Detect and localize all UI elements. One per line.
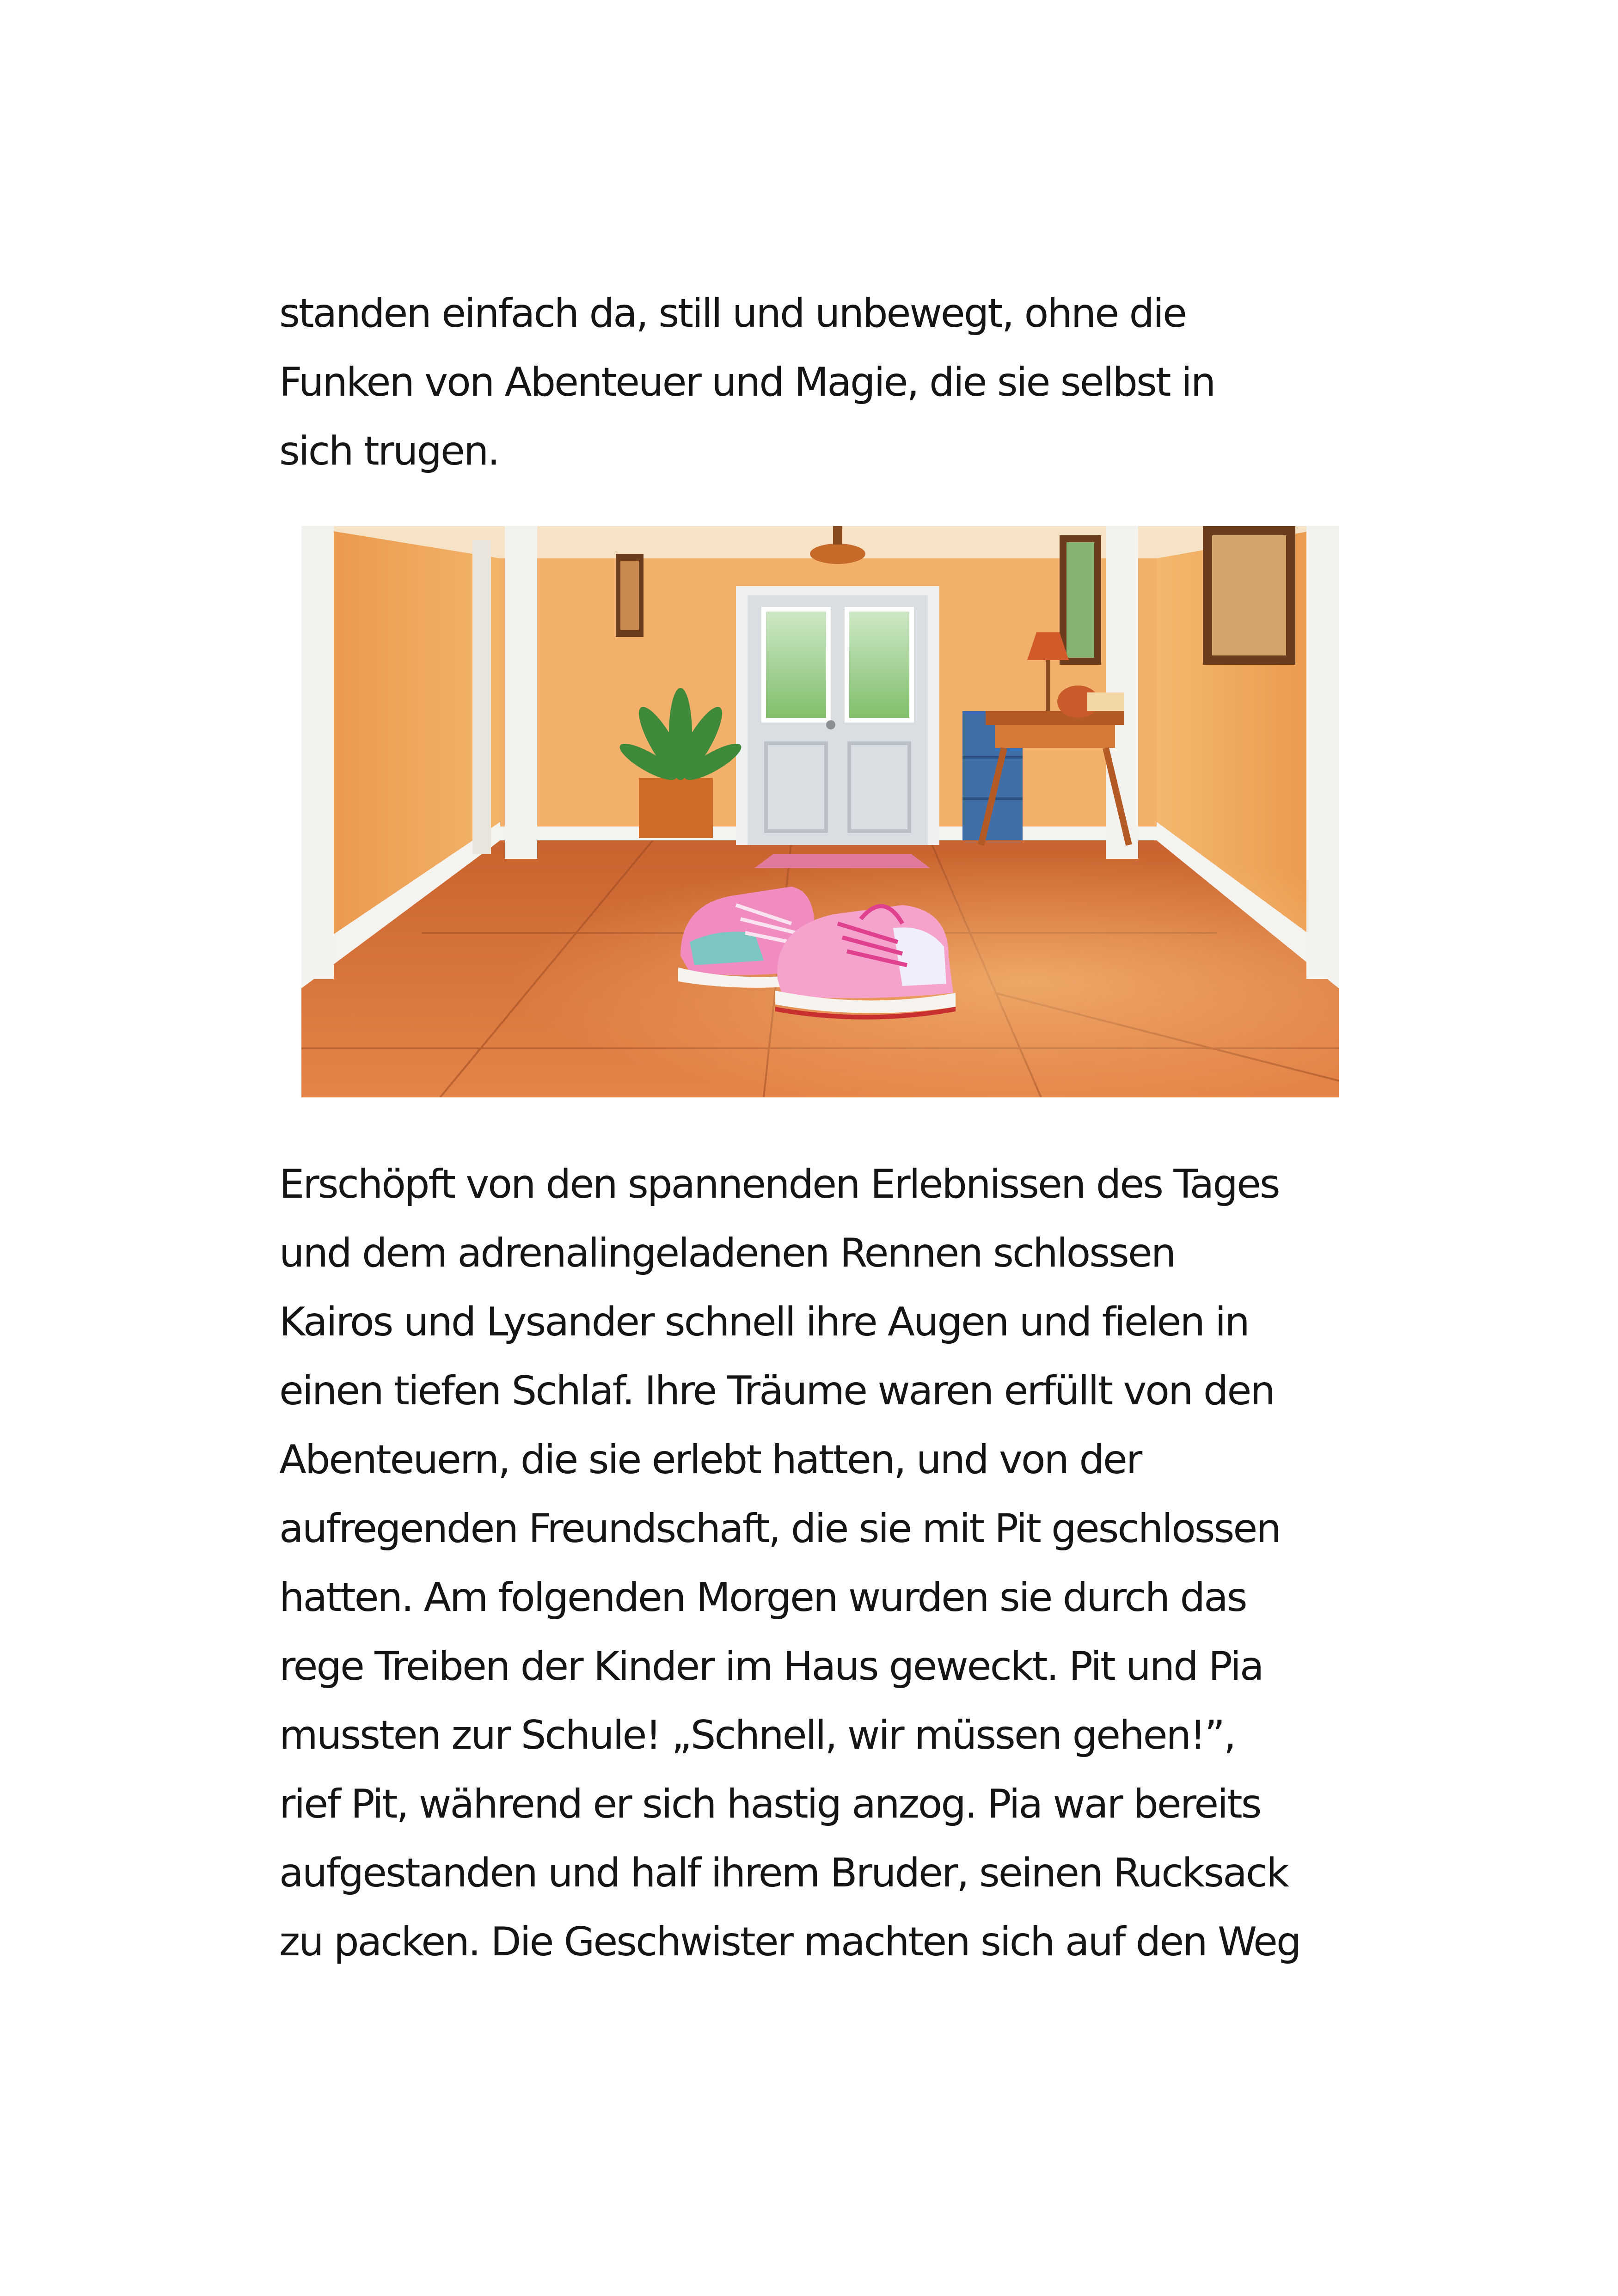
text-line: standen einfach da, still und unbewegt, ohne die bbox=[279, 290, 1186, 337]
hallway-sneakers-illustration bbox=[301, 526, 1339, 1097]
text-line: rief Pit, während er sich hastig anzog. Pia war bereits bbox=[279, 1781, 1261, 1827]
text-line: und dem adrenalingeladenen Rennen schlossen bbox=[279, 1230, 1175, 1276]
text-line: zu packen. Die Geschwister machten sich auf den Weg bbox=[279, 1919, 1300, 1965]
text-line: Funken von Abenteuer und Magie, die sie selbst in bbox=[279, 359, 1215, 405]
text-line: aufregenden Freundschaft, die sie mit Pit geschlossen bbox=[279, 1506, 1280, 1552]
text-line: Erschöpft von den spannenden Erlebnissen des Tages bbox=[279, 1161, 1279, 1207]
text-line: einen tiefen Schlaf. Ihre Träume waren erfüllt von den bbox=[279, 1368, 1274, 1414]
story-paragraph-main bbox=[279, 1150, 1389, 1977]
text-line: sich trugen. bbox=[279, 428, 499, 474]
text-line: Kairos und Lysander schnell ihre Augen und fielen in bbox=[279, 1299, 1249, 1345]
text-line: aufgestanden und half ihrem Bruder, seinen Rucksack bbox=[279, 1850, 1288, 1896]
text-line: mussten zur Schule! „Schnell, wir müssen gehen!”, bbox=[279, 1712, 1235, 1758]
story-paragraph-top bbox=[279, 279, 1389, 486]
illustration-drawing bbox=[301, 526, 1339, 1097]
text-line: rege Treiben der Kinder im Haus geweckt. Pit und Pia bbox=[279, 1643, 1263, 1690]
text-line: hatten. Am folgenden Morgen wurden sie durch das bbox=[279, 1574, 1246, 1621]
text-line: Abenteuern, die sie erlebt hatten, und von der bbox=[279, 1437, 1141, 1483]
